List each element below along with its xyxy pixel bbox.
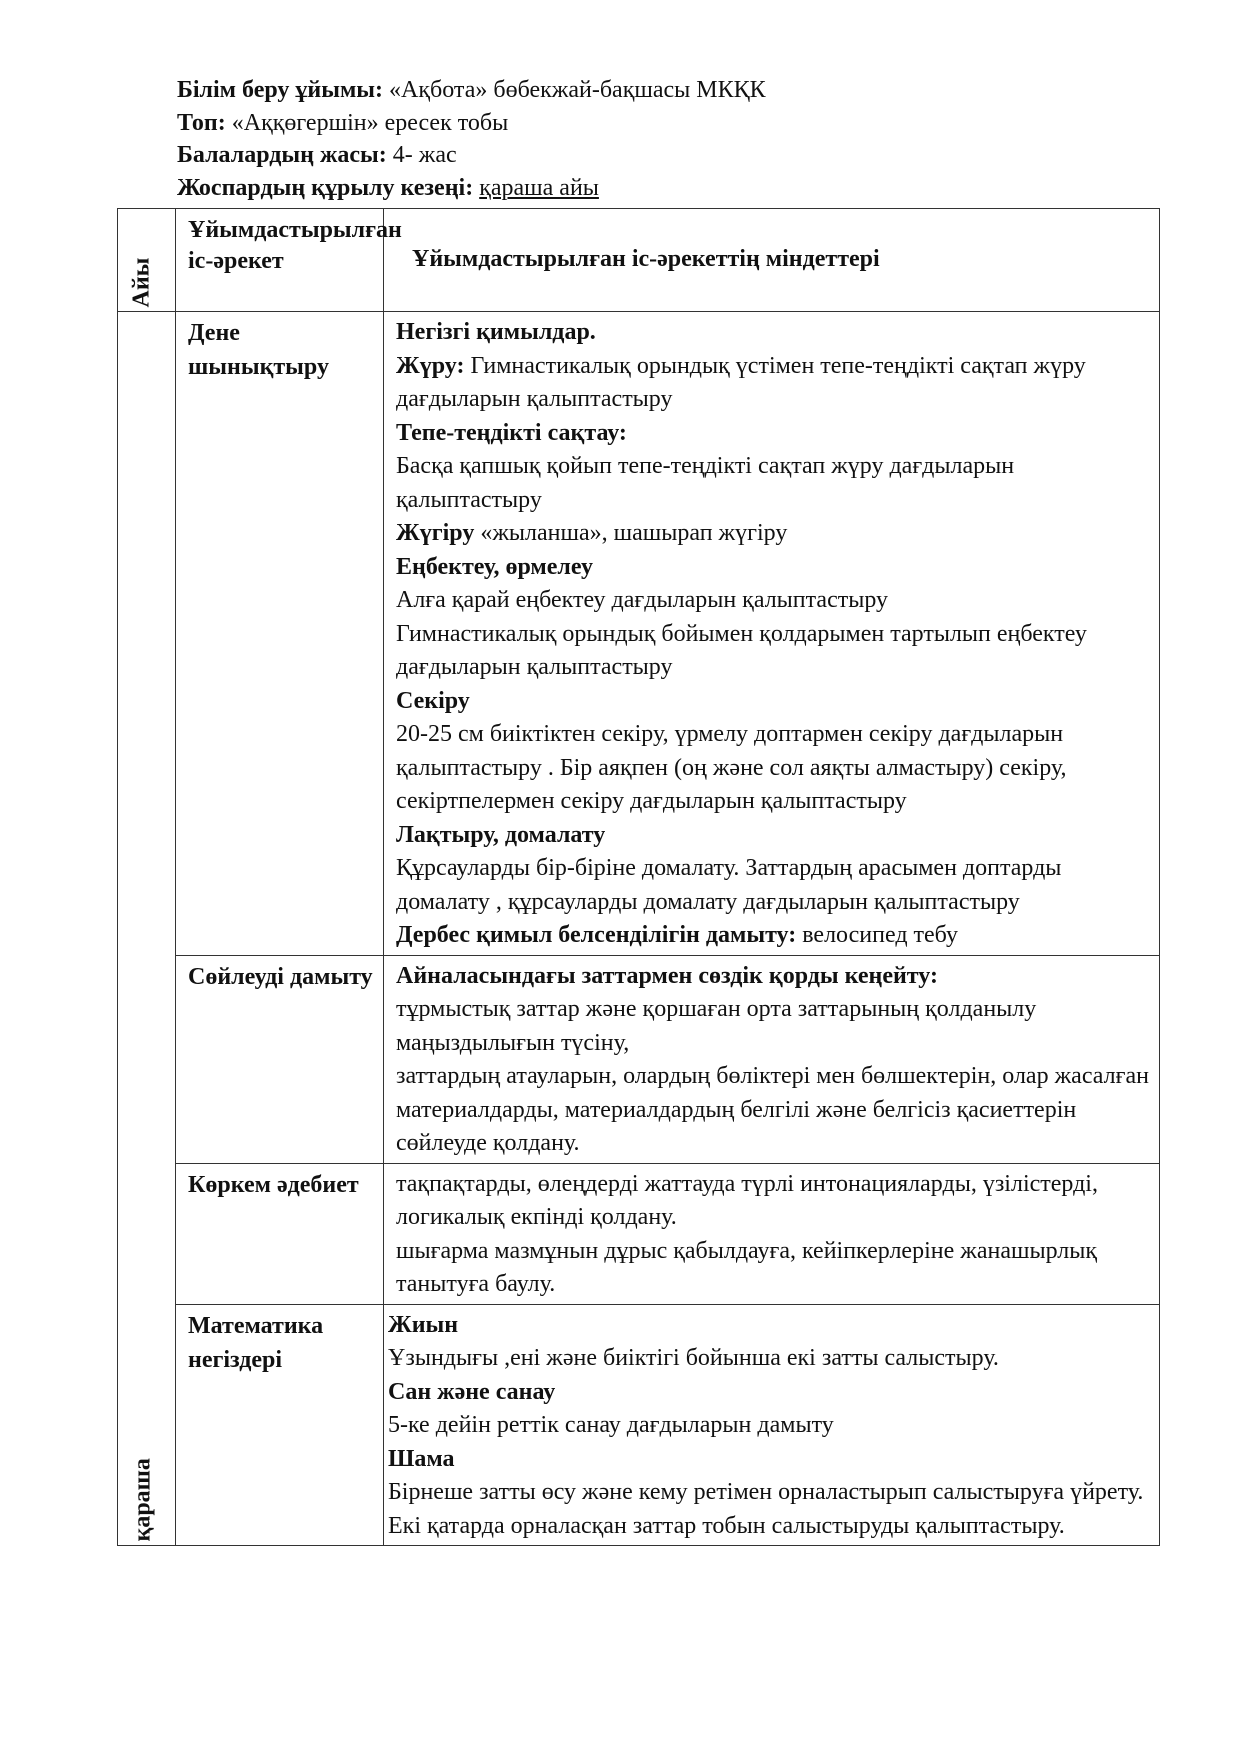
table-row bbox=[118, 1304, 1160, 1546]
table-row bbox=[118, 1163, 1160, 1304]
task-line: Негізгі қимылдар. bbox=[396, 319, 596, 345]
plan-table bbox=[117, 208, 1160, 1546]
task-line: Сан және санау bbox=[388, 1378, 556, 1405]
task-line: 20-25 см биіктіктен секіру, үрмелу доптармен секіру дағдыларын қалыптастыру . Бір аяқпен (оң және сол аяқты алмастыру) секіру, секіртпелермен секіру дағдыларын қалыптастыру bbox=[396, 721, 1067, 814]
group-label: Топ: bbox=[177, 109, 226, 136]
table-row bbox=[118, 312, 1160, 956]
task-line: Шама bbox=[388, 1445, 455, 1472]
period-label: Жоспардың құрылу кезеңі: bbox=[177, 174, 474, 201]
header-month-label: Айы bbox=[128, 257, 154, 307]
task-line: заттардың атауларын, олардың бөліктері мен бөлшектерін, олар жасалған материалдарды, материалдардың белгілі және белгісіз қасиеттерін сөйлеуде қолдану. bbox=[396, 1063, 1149, 1156]
task-line: Құрсауларды бір-біріне домалату. Заттардың арасымен доптарды домалату , құрсауларды домалату дағдыларын қалыптастыру bbox=[396, 855, 1062, 915]
header-month-cell bbox=[118, 209, 176, 312]
age-line bbox=[177, 139, 766, 172]
task-line: Басқа қапшық қойып тепе-теңдікті сақтап жүру дағдыларын қалыптастыру bbox=[396, 453, 1015, 513]
table-row bbox=[118, 955, 1160, 1163]
task-line: Тепе-теңдікті сақтау: bbox=[396, 419, 627, 446]
age-label: Балалардың жасы: bbox=[177, 142, 387, 168]
task-line: Дербес қимыл белсенділігін дамыту: велосипед тебу bbox=[396, 922, 958, 948]
activity-cell: Сөйлеуді дамыту bbox=[176, 955, 384, 1163]
month-value: қараша bbox=[129, 1457, 156, 1541]
task-line: Жүру: Гимнастикалық орындық үстімен тепе-теңдікті сақтап жүру дағдыларын қалыптастыру bbox=[396, 352, 1086, 412]
document-header bbox=[177, 74, 766, 204]
tasks-cell bbox=[384, 1163, 1160, 1304]
task-line: Бірнеше затты өсу және кему ретімен орналастырып салыстыруға үйрету. Екі қатарда орналасқан заттар тобын салыстыруды қалыптастыру. bbox=[388, 1479, 1144, 1539]
header-activity-label: Ұйымдастырылған іс-әрекет bbox=[176, 209, 384, 312]
period-value: қараша айы bbox=[479, 174, 599, 201]
group-value: «Аққөгершін» ересек тобы bbox=[225, 109, 509, 136]
activity-cell: Дене шынықтыру bbox=[176, 312, 384, 956]
task-line: тұрмыстық заттар және қоршаған орта заттарының қолданылу маңыздылығын түсіну, bbox=[396, 996, 1037, 1056]
task-line: шығарма мазмұнын дұрыс қабылдауға, кейіпкерлеріне жанашырлық танытуға баулу. bbox=[396, 1237, 1098, 1297]
month-cell bbox=[118, 312, 176, 1546]
task-line: Айналасындағы заттармен сөздік қорды кеңейту: bbox=[396, 962, 938, 989]
period-line bbox=[177, 172, 766, 205]
tasks-cell bbox=[384, 955, 1160, 1163]
org-value: «Ақбота» бөбекжай-бақшасы МКҚК bbox=[383, 77, 766, 103]
age-value: 4- жас bbox=[386, 142, 457, 168]
table-header-row bbox=[118, 209, 1160, 312]
task-line: Секіру bbox=[396, 687, 470, 714]
group-line bbox=[177, 107, 766, 140]
activity-cell: Математика негіздері bbox=[176, 1304, 384, 1546]
task-line: Еңбектеу, өрмелеу bbox=[396, 553, 593, 580]
header-tasks-label: Ұйымдастырылған іс-әрекеттің міндеттері bbox=[384, 209, 1160, 312]
task-line: Жүгіру «жыланша», шашырап жүгіру bbox=[396, 520, 788, 546]
task-line: тақпақтарды, өлеңдерді жаттауда түрлі интонацияларды, үзілістерді, логикалық екпінді қолдану. bbox=[396, 1170, 1098, 1230]
org-line bbox=[177, 74, 766, 107]
task-line: Алға қарай еңбектеу дағдыларын қалыптастыру bbox=[396, 587, 889, 613]
tasks-cell bbox=[384, 1304, 1160, 1546]
task-line: Лақтыру, домалату bbox=[396, 821, 606, 848]
task-line: Жиын bbox=[388, 1311, 459, 1338]
activity-cell: Көркем әдебиет bbox=[176, 1163, 384, 1304]
org-label: Білім беру ұйымы: bbox=[177, 77, 384, 103]
task-line: Гимнастикалық орындық бойымен қолдарымен тартылып еңбектеу дағдыларын қалыптастыру bbox=[396, 620, 1087, 680]
task-line: Ұзындығы ,ені және биіктігі бойынша екі затты салыстыру. bbox=[388, 1345, 999, 1371]
task-line: 5-ке дейін реттік санау дағдыларын дамыту bbox=[388, 1412, 834, 1438]
tasks-cell bbox=[384, 312, 1160, 956]
